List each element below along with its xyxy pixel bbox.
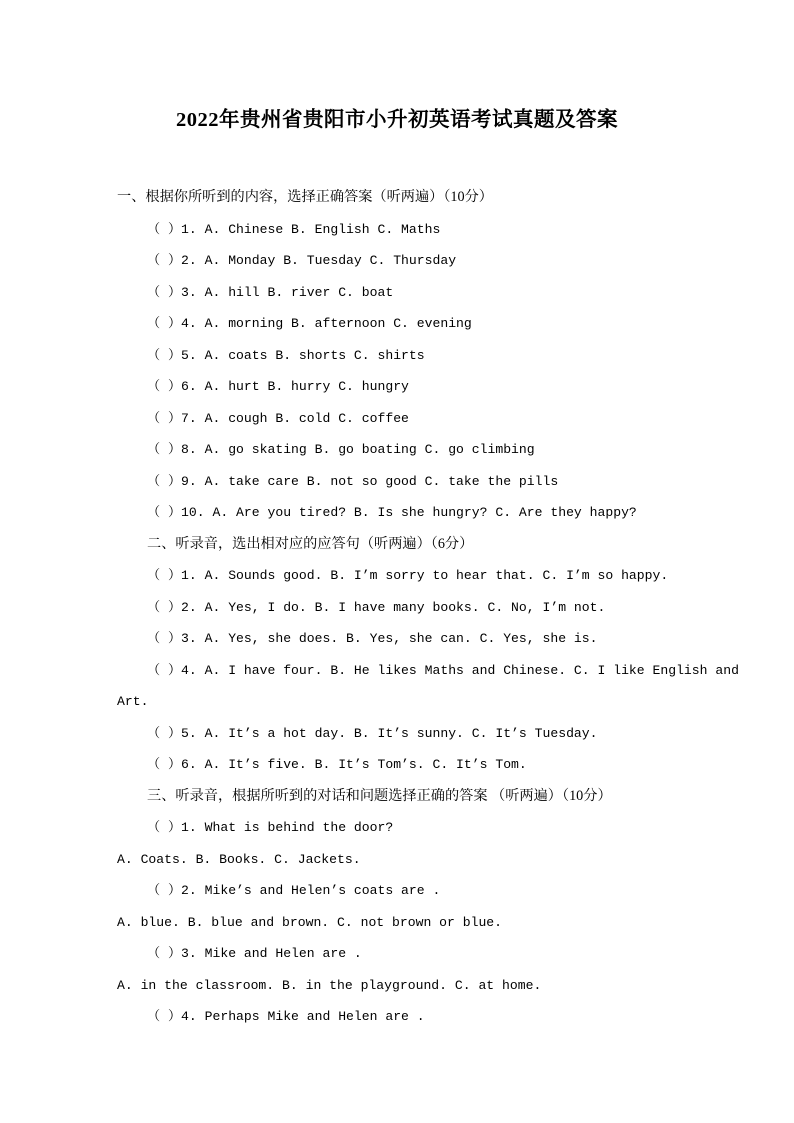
question-line: （ ）5. A. coats B. shorts C. shirts xyxy=(147,347,425,363)
question-line: （ ）2. Mike’s and Helen’s coats are . xyxy=(147,883,441,898)
option-line: A. in the classroom. B. in the playground. C. at home. xyxy=(117,977,542,993)
question-line: （ ）9. A. take care B. not so good C. take the pills xyxy=(147,473,559,489)
question-line: （ ）3. Mike and Helen are . xyxy=(147,946,362,961)
question-line: （ ）4. A. I have four. B. He likes Maths and Chinese. C. I like English and xyxy=(147,662,739,678)
section-heading-1: 一、根据你所听到的内容，选择正确答案（听两遍）（10分） xyxy=(117,189,493,205)
question-line: （ ）4. A. morning B. afternoon C. evening xyxy=(147,316,472,331)
page-title: 2022年贵州省贵阳市小升初英语考试真题及答案 xyxy=(176,109,618,131)
question-line-continuation: Art. xyxy=(117,694,149,709)
question-line: （ ）1. A. Sounds good. B. I’m sorry to hear that. C. I’m so happy. xyxy=(147,568,669,583)
question-line: （ ）3. A. hill B. river C. boat xyxy=(147,284,394,300)
question-line: （ ）10. A. Are you tired? B. Is she hungry? C. Are they happy? xyxy=(147,505,637,520)
question-line: （ ）2. A. Monday B. Tuesday C. Thursday xyxy=(147,253,457,268)
question-line: （ ）5. A. It’s a hot day. B. It’s sunny. C. It’s Tuesday. xyxy=(147,725,598,741)
question-line: （ ）1. What is behind the door? xyxy=(147,820,394,835)
question-line: （ ）6. A. It’s five. B. It’s Tom’s. C. It’s Tom. xyxy=(147,757,527,772)
question-line: （ ）2. A. Yes, I do. B. I have many books. C. No, I’m not. xyxy=(147,599,606,615)
option-line: A. Coats. B. Books. C. Jackets. xyxy=(117,851,361,867)
question-line: （ ）8. A. go skating B. go boating C. go climbing xyxy=(147,442,535,457)
question-line: （ ）7. A. cough B. cold C. coffee xyxy=(147,410,409,426)
question-line: （ ）1. A. Chinese B. English C. Maths xyxy=(147,221,441,237)
section-heading-3: 三、听录音，根据所听到的对话和问题选择正确的答案 （听两遍）（10分） xyxy=(147,787,612,804)
question-line: （ ）4. Perhaps Mike and Helen are . xyxy=(147,1009,425,1024)
question-line: （ ）6. A. hurt B. hurry C. hungry xyxy=(147,379,409,394)
section-heading-2: 二、听录音，选出相对应的应答句（听两遍）（6分） xyxy=(147,535,474,552)
option-line: A. blue. B. blue and brown. C. not brown or blue. xyxy=(117,914,503,930)
question-line: （ ）3. A. Yes, she does. B. Yes, she can. C. Yes, she is. xyxy=(147,631,598,646)
document-body xyxy=(117,182,739,1033)
